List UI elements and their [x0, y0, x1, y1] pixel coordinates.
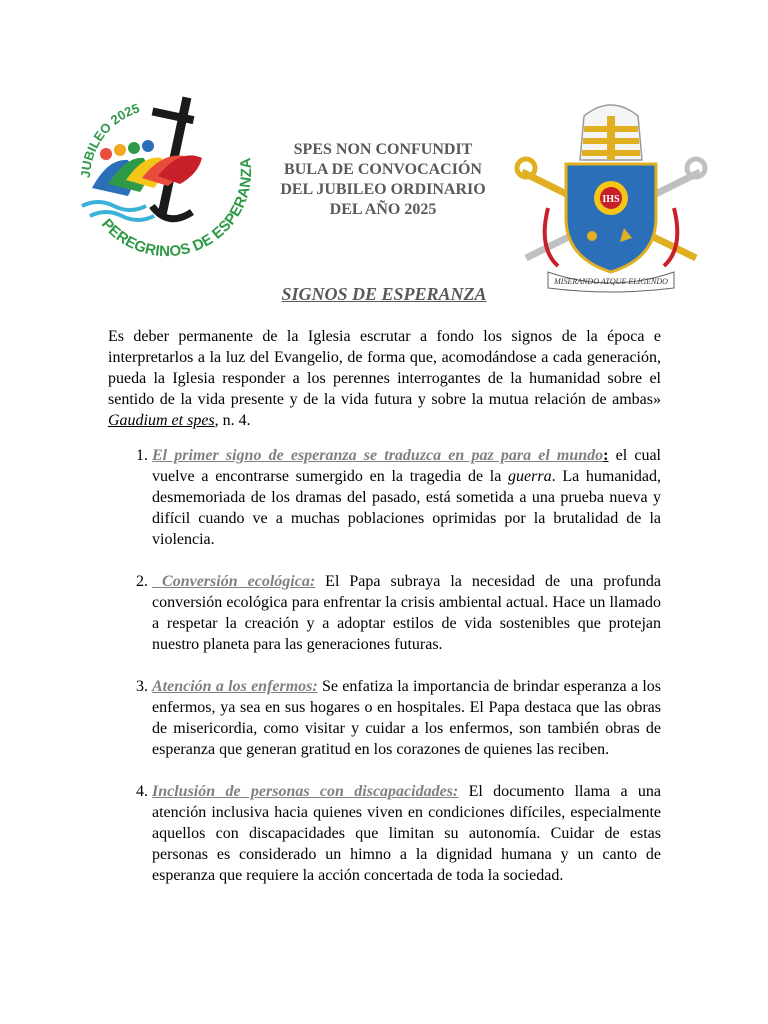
sign-text: El documento llama a una atención inclusiva hacia quienes viven en condiciones difíciles, especialmente aquellos con discapacidades que limitan su autonomía. Cuidar de estas personas es considerado un himno a la dignidad humana y un canto de esperanza que requiere la acción concertada de toda la sociedad.: [152, 783, 661, 884]
signs-list: [108, 445, 661, 907]
intro-text: Es deber permanente de la Iglesia escrutar a fondo los signos de la época e interpretarlos a la luz del Evangelio, de forma que, acomodándose a cada generación, pueda la Iglesia responder a los perennes interrogantes de la humanidad sobre el sentido de la vida presente y de la vida futura y sobre la mutua relación de ambas»: [108, 328, 661, 408]
sign-text: Se enfatiza la importancia de brindar esperanza a los enfermos, ya sea en sus hogares o en hospitales. El Papa destaca que las obras de misericordia, como visitar y cuidar a los enfermos, son también obras de esperanza que generan gratitud en los corazones de quienes las reciben.: [152, 678, 661, 758]
page-title: SIGNOS DE ESPERANZA: [281, 284, 487, 304]
intro-reference-suffix: , n. 4.: [214, 412, 251, 429]
jubilee-2025-logo: [68, 88, 258, 268]
sign-text: . La humanidad, desmemoriada de los dramas del pasado, está sometida a una prueba nueva y difícil cuando ve a muchas poblaciones oprimidas por la brutalidad de la violencia.: [152, 468, 661, 548]
intro-paragraph: [108, 326, 661, 431]
sign-heading-colon: :: [603, 447, 609, 464]
coat-motto: MISERANDO ATQUE ELIGENDO: [554, 277, 668, 286]
bull-title-line: DEL AÑO 2025: [329, 201, 437, 218]
papal-coat-of-arms: [508, 98, 714, 296]
list-item: [152, 676, 661, 760]
sign-text: El Papa subraya la necesidad de una profunda conversión ecológica para enfrentar la crisis ambiental actual. Hace un llamado a respetar la creación y a adoptar estilos de vida sostenibles que protejan nuestro planeta para las generaciones futuras.: [152, 573, 661, 653]
sign-text: el cual vuelve a encontrarse sumergido en la tragedia de la: [152, 447, 662, 485]
intro-reference: Gaudium et spes: [108, 412, 215, 429]
bull-title-line: SPES NON CONFUNDIT: [293, 141, 473, 158]
sign-heading: Conversión ecológica:: [152, 573, 316, 590]
bull-title-line: BULA DE CONVOCACIÓN: [284, 161, 482, 178]
bull-title-block: [258, 140, 508, 220]
list-item: [152, 781, 661, 886]
list-item: [152, 571, 661, 655]
logo-arc-top: JUBILEO 2025: [77, 100, 142, 179]
list-item: [152, 445, 661, 550]
sign-heading: Atención a los enfermos:: [152, 678, 318, 695]
sign-text-italic: guerra: [508, 468, 552, 485]
sign-heading: El primer signo de esperanza se traduzca en paz para el mundo: [152, 447, 604, 464]
sign-heading: Inclusión de personas con discapacidades:: [152, 783, 459, 800]
bull-title-line: DEL JUBILEO ORDINARIO: [280, 181, 486, 198]
logo-arc-bottom: PEREGRINOS DE ESPERANZA: [97, 156, 256, 261]
shield-ihs: IHS: [602, 194, 620, 205]
